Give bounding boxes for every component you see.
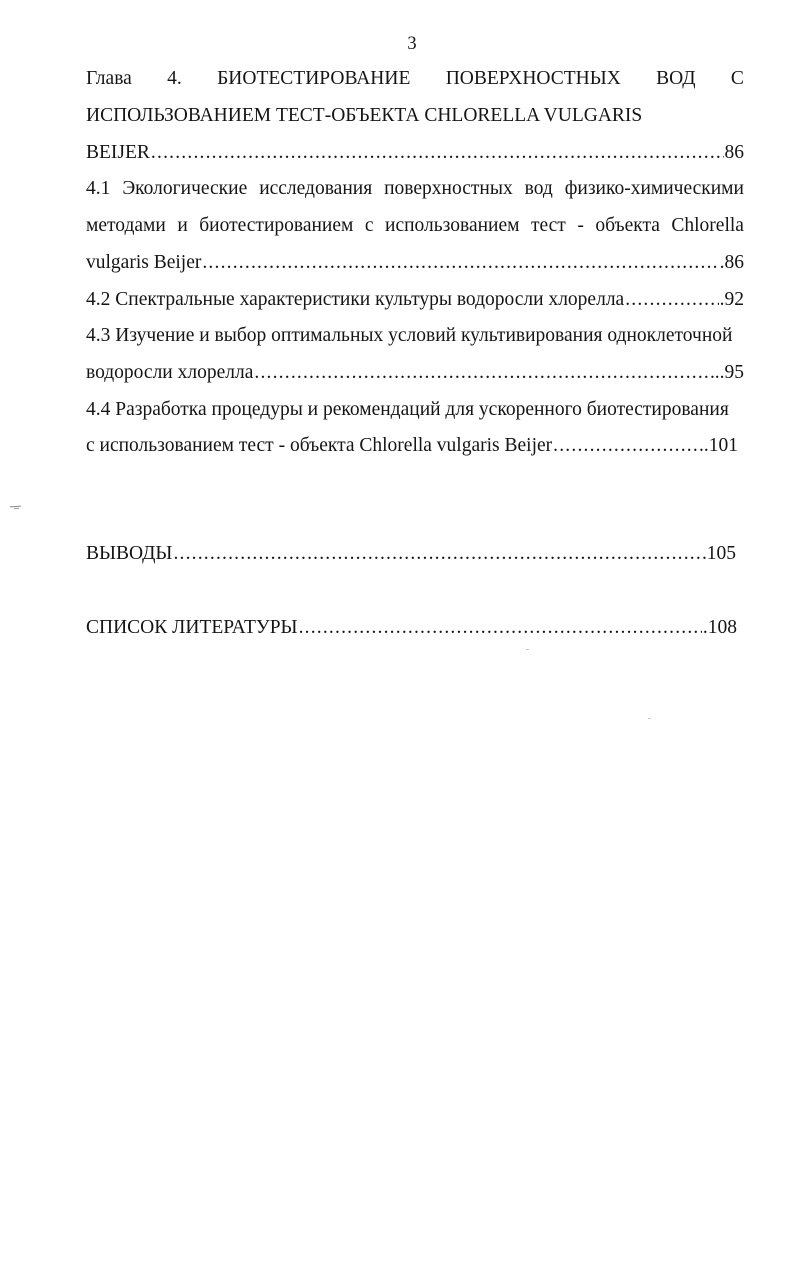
toc-conclusions bbox=[86, 541, 736, 567]
toc-word: БИОТЕСТИРОВАНИЕ bbox=[217, 68, 411, 89]
margin-mark bbox=[10, 506, 21, 508]
toc-word: с bbox=[364, 215, 374, 236]
leader-dots bbox=[625, 287, 718, 313]
toc-word: поверхностных bbox=[384, 178, 513, 199]
toc-section-4-3-line-1: 4.3 Изучение и выбор оптимальных условий культивирования одноклеточной bbox=[86, 325, 733, 346]
toc-word: Экологические bbox=[122, 178, 248, 199]
toc-page-ref: .92 bbox=[719, 289, 744, 310]
toc-word: 4.1 bbox=[86, 178, 111, 199]
toc-word: биотестированием bbox=[199, 215, 354, 236]
toc-page-ref: .86 bbox=[719, 252, 744, 273]
toc-word: вод bbox=[524, 178, 553, 199]
toc-word: исследования bbox=[259, 178, 373, 199]
toc-page-ref: ..95 bbox=[714, 362, 744, 383]
toc-entry-text: 4.2 Спектральные характеристики культуры водоросли хлорелла bbox=[86, 289, 625, 310]
toc-chapter-4-line-2: ИСПОЛЬЗОВАНИЕМ ТЕСТ-ОБЪЕКТА CHLORELLA VULGARIS bbox=[86, 105, 643, 126]
toc-section-4-2 bbox=[86, 287, 744, 313]
toc-word: объекта bbox=[595, 215, 660, 236]
toc-word: физико-химическими bbox=[564, 178, 744, 199]
leader-dots bbox=[553, 433, 698, 459]
toc-word: - bbox=[577, 215, 584, 236]
toc-entry-text: водоросли хлорелла bbox=[86, 362, 254, 383]
toc-entry-text: ВЫВОДЫ bbox=[86, 543, 173, 564]
toc-page-ref: ..101 bbox=[699, 435, 738, 456]
leader-dots bbox=[202, 250, 718, 276]
toc-chapter-4-line-1 bbox=[86, 66, 744, 92]
toc-word: ПОВЕРХНОСТНЫХ bbox=[445, 68, 621, 89]
toc-chapter-4-line-3 bbox=[86, 140, 744, 166]
toc-entry-text: BEIJER bbox=[86, 142, 150, 163]
toc-entry-text: с использованием тест - объекта Chlorella vulgaris Beijer bbox=[86, 435, 553, 456]
leader-dots bbox=[173, 541, 705, 567]
toc-word: и bbox=[177, 215, 188, 236]
toc-word: Chlorella bbox=[671, 215, 744, 236]
toc-word: использованием bbox=[385, 215, 520, 236]
leader-dots bbox=[299, 615, 702, 641]
page-number: 3 bbox=[407, 34, 417, 54]
toc-references bbox=[86, 615, 737, 641]
toc-word: Глава bbox=[86, 68, 132, 89]
toc-section-4-3-line-2 bbox=[86, 360, 744, 386]
toc-word: тест bbox=[530, 215, 566, 236]
toc-word: 4. bbox=[167, 68, 182, 89]
leader-dots bbox=[254, 360, 713, 386]
toc-section-4-1-line-3 bbox=[86, 250, 744, 276]
toc-word: С bbox=[730, 68, 744, 89]
toc-page-ref: 105 bbox=[706, 543, 736, 564]
toc-section-4-1-line-2 bbox=[86, 213, 744, 239]
leader-dots bbox=[151, 140, 724, 166]
toc-section-4-4-line-2 bbox=[86, 433, 738, 459]
toc-entry-text: vulgaris Beijer bbox=[86, 252, 202, 273]
scan-speck bbox=[648, 718, 651, 719]
toc-word: методами bbox=[86, 215, 166, 236]
toc-section-4-1-line-1 bbox=[86, 176, 744, 202]
toc-page-ref: .108 bbox=[702, 617, 737, 638]
toc-word: ВОД bbox=[656, 68, 696, 89]
toc-entry-text: СПИСОК ЛИТЕРАТУРЫ bbox=[86, 617, 298, 638]
toc-page-ref: 86 bbox=[724, 142, 744, 163]
scan-speck bbox=[526, 649, 529, 650]
toc-section-4-4-line-1: 4.4 Разработка процедуры и рекомендаций для ускоренного биотестирования bbox=[86, 399, 729, 420]
